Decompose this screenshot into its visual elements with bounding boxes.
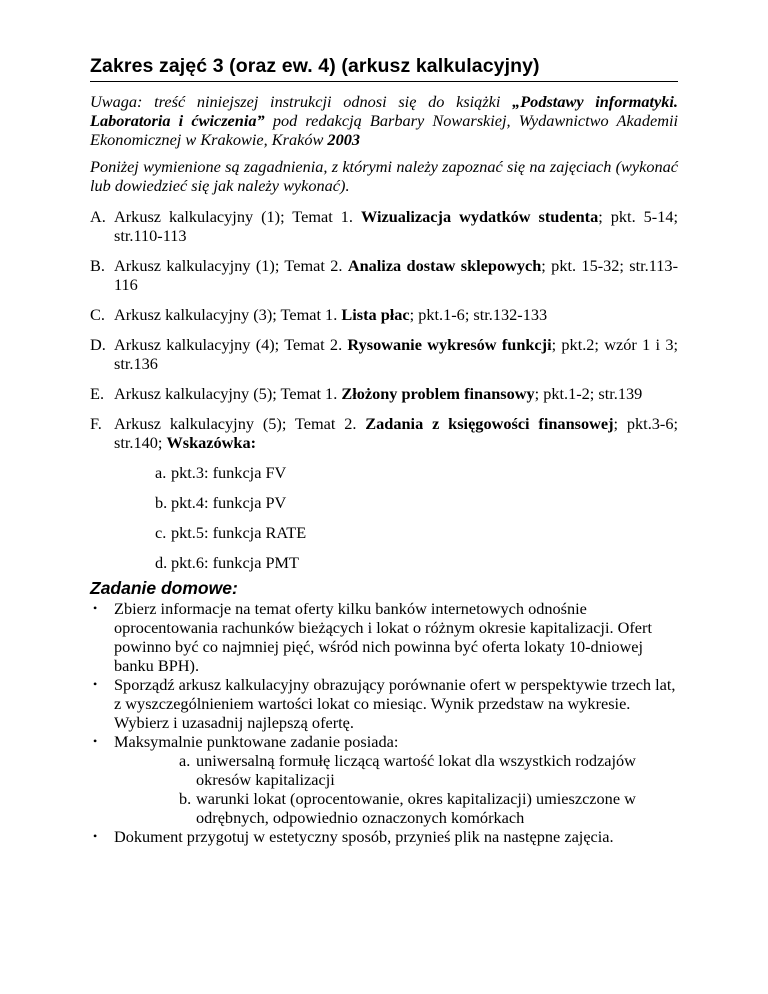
subitem-marker: a.: [179, 751, 191, 770]
subitem-text: warunki lokat (oprocentowanie, okres kapitalizacji) umieszczone w odrębnych, odpowiednio oznaczonych komórkach: [196, 789, 636, 827]
topic-title: Wizualizacja wydatków studenta: [360, 207, 599, 226]
hint-marker: c.: [155, 523, 167, 542]
topic-item-c: [90, 305, 678, 324]
homework-subitem: [90, 789, 672, 827]
hint-text: pkt.5: funkcja RATE: [171, 523, 307, 542]
homework-subitem: [90, 751, 672, 789]
document-page: [90, 54, 678, 846]
topic-marker: F.: [90, 414, 102, 433]
topic-ref: ; pkt. 15-32; str.113-116: [114, 256, 678, 294]
subitem-text: uniwersalną formułę liczącą wartość lokat dla wszystkich rodzajów okresów kapitalizacji: [196, 751, 636, 789]
hint-marker: b.: [155, 493, 168, 512]
note-book-title: „Podstawy informatyki. Laboratoria i ćwiczenia”: [90, 92, 678, 130]
hint-text: pkt.6: funkcja PMT: [171, 553, 299, 572]
topic-text: Arkusz kalkulacyjny (1); Temat 1.: [114, 207, 361, 226]
topic-text: Arkusz kalkulacyjny (3); Temat 1.: [114, 305, 342, 324]
page-title: Zakres zajęć 3 (oraz ew. 4) (arkusz kalkulacyjny): [90, 54, 678, 82]
topic-list: [90, 207, 678, 572]
topic-item-b: [90, 256, 678, 294]
bullet-text: Maksymalnie punktowane zadanie posiada:: [114, 732, 399, 751]
homework-bullet-4: [90, 827, 678, 846]
topic-title: Lista płac: [341, 305, 410, 324]
topic-title: Zadania z księgowości finansowej: [365, 414, 614, 433]
topic-marker: A.: [90, 207, 106, 226]
topic-item-f: [90, 414, 678, 452]
bullet-text: Sporządź arkusz kalkulacyjny obrazujący porównanie ofert w perspektywie trzech lat, z wyszczególnieniem wartości lokat co miesiąc. Wynik przedstaw na wykresie. Wybierz i uzasadnij najlepszą ofertę.: [114, 675, 676, 732]
hint-item: [90, 493, 678, 512]
topic-item-a: [90, 207, 678, 245]
topic-title: Złożony problem finansowy: [341, 384, 535, 403]
subitem-marker: b.: [179, 789, 192, 808]
topic-title: Rysowanie wykresów funkcji: [347, 335, 552, 354]
note-mid: pod redakcją Barbary Nowarskiej, Wydawnictwo Akademii Ekonomicznej w Krakowie, Kraków: [90, 111, 678, 149]
homework-bullet-1: [90, 599, 678, 675]
topic-text: Arkusz kalkulacyjny (5); Temat 2.: [114, 414, 366, 433]
topic-ref: ; pkt. 5-14; str.110-113: [114, 207, 678, 245]
bullet-icon: •: [93, 677, 98, 691]
bullet-text: Dokument przygotuj w estetyczny sposób, przynieś plik na następne zajęcia.: [114, 827, 614, 846]
homework-heading: Zadanie domowe:: [90, 578, 238, 598]
topic-marker: D.: [90, 335, 106, 354]
bullet-icon: •: [93, 829, 98, 843]
topic-ref: ; pkt.1-2; str.139: [534, 384, 643, 403]
hint-text: pkt.4: funkcja PV: [171, 493, 287, 512]
topic-item-e: [90, 384, 678, 403]
topic-item-d: [90, 335, 678, 373]
hint-marker: d.: [155, 553, 168, 572]
book-note: [90, 92, 678, 149]
hint-text: pkt.3: funkcja FV: [171, 463, 287, 482]
bullet-text: Zbierz informacje na temat oferty kilku banków internetowych odnośnie oprocentowania rachunków bieżących i lokat o różnym okresie kapitalizacji. Ofert powinno być co najmniej pięć, wśród nich powinna być oferta lokaty 10-dniowej banku BPH).: [114, 599, 652, 675]
topic-title: Analiza dostaw sklepowych: [347, 256, 542, 275]
homework-bullet-3: [90, 732, 678, 751]
topic-marker: E.: [90, 384, 105, 403]
topic-marker: B.: [90, 256, 105, 275]
topic-text: Arkusz kalkulacyjny (5); Temat 1.: [114, 384, 342, 403]
bullet-icon: •: [93, 734, 98, 748]
hint-item: [90, 463, 678, 482]
note-pre: Uwaga: treść niniejszej instrukcji odnosi się do książki: [90, 92, 513, 111]
hint-item: [90, 553, 678, 572]
note-year: 2003: [327, 130, 360, 149]
intro-text: Poniżej wymienione są zagadnienia, z którymi należy zapoznać się na zajęciach (wykonać lub dowiedzieć się jak należy wykonać).: [90, 157, 678, 195]
hint-marker: a.: [155, 463, 167, 482]
bullet-icon: •: [93, 601, 98, 615]
topic-ref: ; pkt.3-6; str.140;: [114, 414, 679, 452]
hint-item: [90, 523, 678, 542]
topic-text: Arkusz kalkulacyjny (1); Temat 2.: [114, 256, 348, 275]
topic-text: Arkusz kalkulacyjny (4); Temat 2.: [114, 335, 348, 354]
homework-bullet-2: [90, 675, 678, 732]
topic-ref: ; pkt.1-6; str.132-133: [409, 305, 548, 324]
hint-label: Wskazówka:: [166, 433, 257, 452]
topic-ref: ; pkt.2; wzór 1 i 3; str.136: [114, 335, 678, 373]
topic-marker: C.: [90, 305, 105, 324]
